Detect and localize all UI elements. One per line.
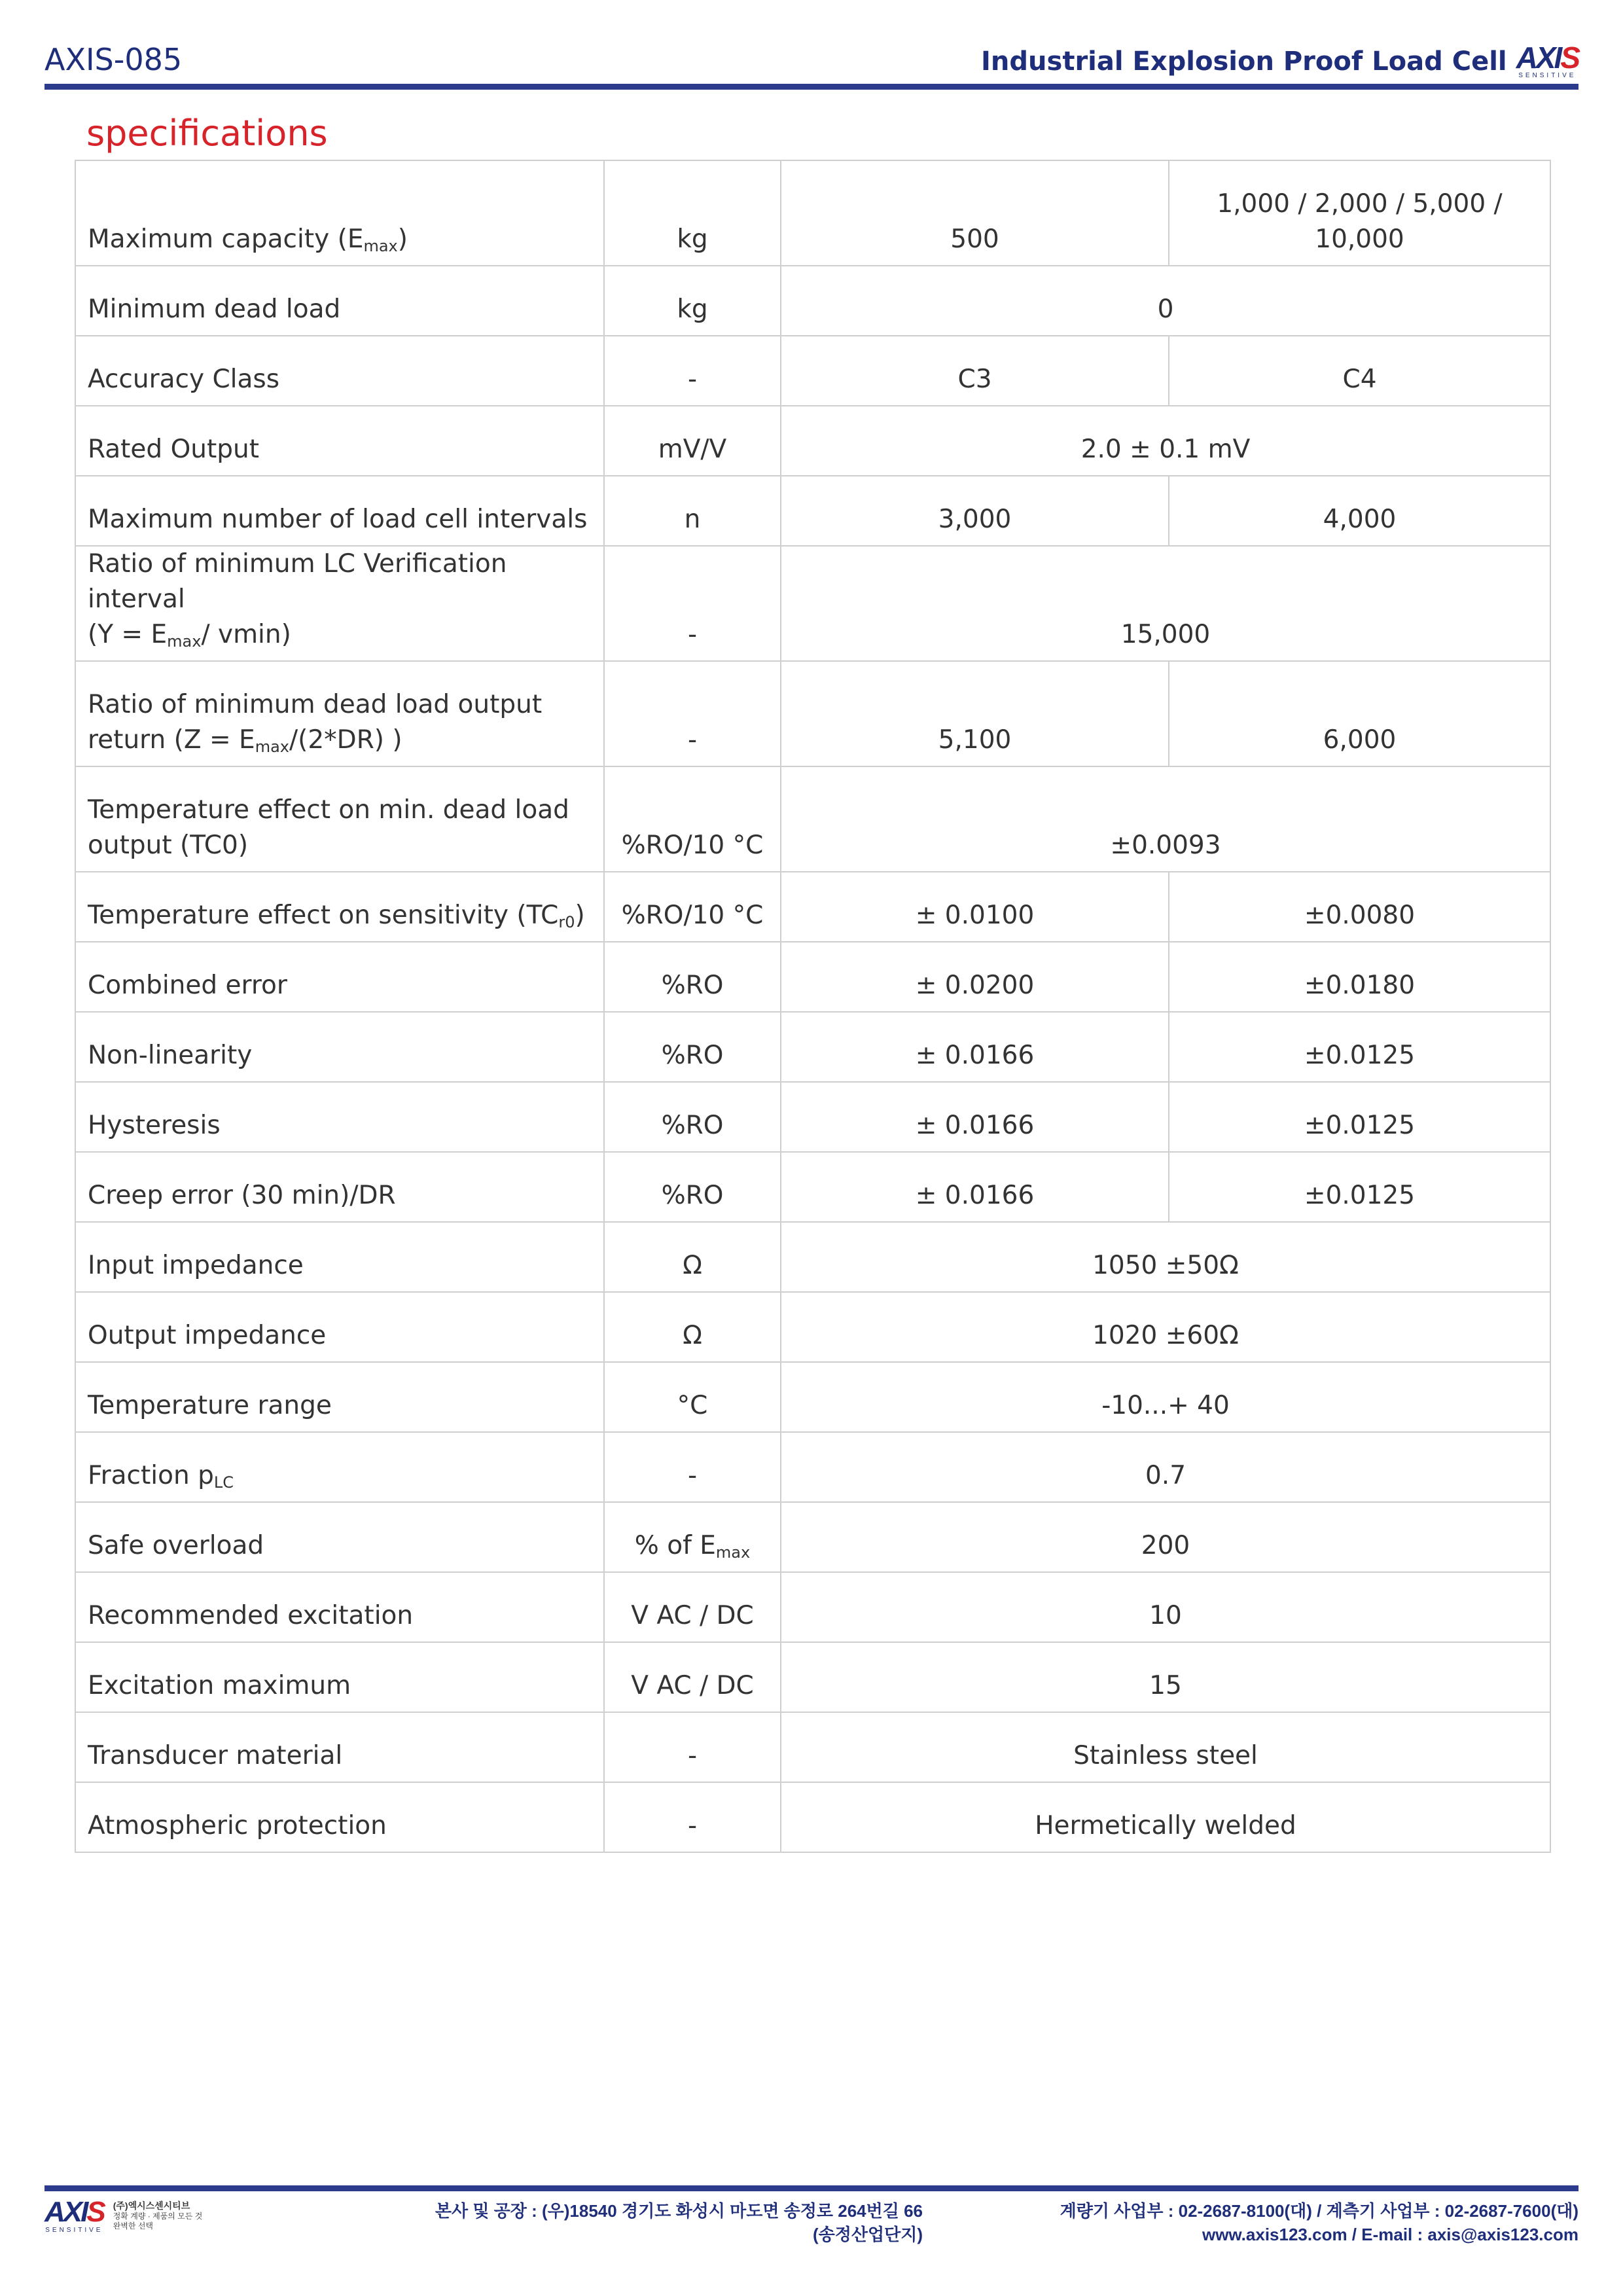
table-row: Transducer material - Stainless steel [75, 1712, 1550, 1782]
footer-rule [45, 2185, 1578, 2191]
table-row: Temperature effect on sensitivity $(TC_{r0})$ %RO/10 °C ± 0.0100 ±0.0080 [75, 872, 1550, 942]
table-row: Hysteresis %RO ± 0.0166 ±0.0125 [75, 1082, 1550, 1152]
table-row: Minimum dead load kg 0 [75, 266, 1550, 336]
table-row: Temperature range °C -10...+ 40 [75, 1362, 1550, 1432]
axis-logo: AXIS SENSITIVE [45, 2196, 104, 2234]
table-row: Excitation maximum V AC / DC 15 [75, 1642, 1550, 1712]
table-row: Input impedance Ω 1050 ±50Ω [75, 1222, 1550, 1292]
table-row: Ratio of minimum dead load output return ($Z = E_{max}/(2*DR)$ ) - 5,100 6,000 [75, 661, 1550, 766]
table-row: Maximum number of load cell intervals n 3,000 4,000 [75, 476, 1550, 546]
table-row: Rated Output mV/V 2.0 ± 0.1 mV [75, 406, 1550, 476]
table-row: Output impedance Ω 1020 ±60Ω [75, 1292, 1550, 1362]
footer-logo-group [45, 2198, 202, 2234]
section-title: specifications [86, 113, 328, 154]
table-row: Creep error (30 min)/DR %RO ± 0.0166 ±0.0125 [75, 1152, 1550, 1222]
table-row: Temperature effect on min. dead load output (TC0) %RO/10 °C ±0.0093 [75, 766, 1550, 872]
axis-logo: AXIS SENSITIVE [1516, 41, 1578, 79]
table-row: Non-linearity %RO ± 0.0166 ±0.0125 [75, 1012, 1550, 1082]
header-rule [45, 84, 1578, 90]
header-title-group [981, 43, 1578, 80]
table-row: Safe overload % of $E_{max}$ 200 [75, 1502, 1550, 1572]
model-number: AXIS-085 [45, 42, 183, 77]
table-row: Maximum capacity $(E_{max})$ kg 500 1,000 / 2,000 / 5,000 / 10,000 [75, 160, 1550, 266]
table-row: Accuracy Class - C3 C4 [75, 336, 1550, 406]
table-row: Ratio of minimum LC Verification interval ($Y = E_{max}/$ vmin) - 15,000 [75, 546, 1550, 661]
table-row: Atmospheric protection - Hermetically welded [75, 1782, 1550, 1852]
company-block: (주)엑시스센시티브 정확 계량 · 제품의 모든 것 완벽한 선택 [113, 2200, 203, 2231]
footer-address: 본사 및 공장 : (우)18540 경기도 화성시 마도면 송정로 264번길 66 (송정산업단지) [435, 2201, 923, 2244]
footer-contact: 계량기 사업부 : 02-2687-8100(대) / 계측기 사업부 : 02-2687-7600(대) www.axis123.com / E-mail : axis@axis123.com [1060, 2201, 1578, 2244]
specifications-table [75, 160, 1551, 1853]
document-title: Industrial Explosion Proof Load Cell [981, 46, 1507, 77]
website-link[interactable]: www.axis123.com / E-mail : axis@axis123.com [1202, 2225, 1578, 2244]
table-row: Combined error %RO ± 0.0200 ±0.0180 [75, 942, 1550, 1012]
table-row: Fraction $p_{LC}$ - 0.7 [75, 1432, 1550, 1502]
table-row: Recommended excitation V AC / DC 10 [75, 1572, 1550, 1642]
